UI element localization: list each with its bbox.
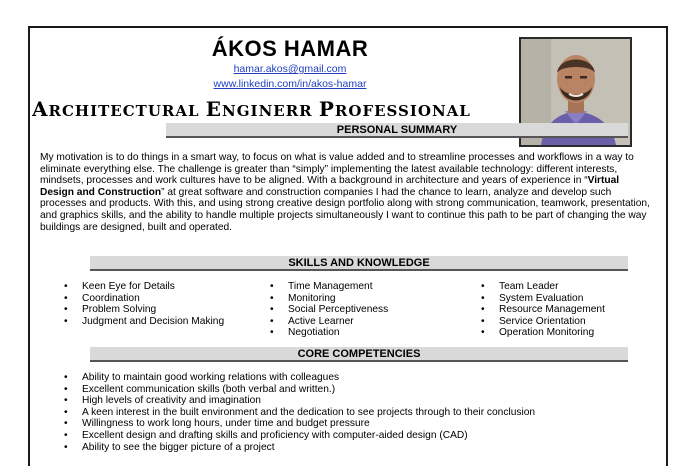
skill-item: • Resource Management — [479, 304, 659, 316]
resume-page — [28, 26, 668, 466]
job-title — [32, 99, 512, 126]
svg-text:ARCHITECTURAL ENGINERR PROFES: ARCHITECTURAL ENGINERR PROFESSIONAL — [32, 99, 471, 121]
competency-item: • Excellent design and drafting skills and proficiency with computer-aided design (CAD) — [62, 430, 662, 442]
competency-item: • Excellent communication skills (both verbal and written.) — [62, 384, 662, 396]
candidate-name: ÁKOS HAMAR — [211, 36, 369, 61]
email-link[interactable]: hamar.akos@gmail.com — [233, 63, 347, 75]
skills-column-2 — [268, 281, 448, 339]
skill-item: • Negotiation — [268, 327, 448, 339]
skill-item: • Monitoring — [268, 293, 448, 305]
skill-item: • Active Learner — [268, 316, 448, 328]
skill-item: • Problem Solving — [62, 304, 242, 316]
skill-item: • Coordination — [62, 293, 242, 305]
competency-item: • Ability to see the bigger picture of a project — [62, 442, 662, 454]
skill-item: • System Evaluation — [479, 293, 659, 305]
skill-item: • Team Leader — [479, 281, 659, 293]
skill-item: • Judgment and Decision Making — [62, 316, 242, 328]
summary-text — [40, 152, 652, 233]
job-title-text — [32, 99, 512, 121]
competency-item: • Willingness to work long hours, under time and budget pressure — [62, 418, 662, 430]
linkedin-link[interactable]: www.linkedin.com/in/akos-hamar — [213, 78, 367, 90]
skill-item: • Service Orientation — [479, 316, 659, 328]
skill-item: • Time Management — [268, 281, 448, 293]
summary-part2: ” at great software and construction companies I had the chance to learn, analyze and develop such processes and products. With this, and using strong creative design portfolio along with strong communication, teamwork, presentation, and graphics skills, and the ability to handle multiple projects simultaneously I want to continue this path to be part of changing the way buildings are designed, built and operated. — [40, 186, 650, 233]
skills-column-3 — [479, 281, 659, 339]
skill-item: • Social Perceptiveness — [268, 304, 448, 316]
skill-item: • Operation Monitoring — [479, 327, 659, 339]
skill-item: • Keen Eye for Details — [62, 281, 242, 293]
core-heading: CORE COMPETENCIES — [90, 347, 628, 362]
summary-bold: Virtual Design and Construction — [40, 175, 620, 198]
summary-part1: My motivation is to do things in a smart way, to focus on what is value added and to streamline processes and workflows in a way to eliminate everything else. The challenge is greater than “simply” implementing the latest available technology: different interests, mindsets, processes and work cultures have to be aligned. With a background in architecture and years of experience in “ — [40, 152, 634, 187]
competency-item: • Ability to maintain good working relations with colleagues — [62, 372, 662, 384]
skills-heading: SKILLS AND KNOWLEDGE — [90, 256, 628, 271]
competency-item: • High levels of creativity and imagination — [62, 395, 662, 407]
summary-heading: PERSONAL SUMMARY — [166, 123, 628, 138]
core-competencies-list — [62, 372, 662, 453]
skills-column-1 — [62, 281, 242, 327]
competency-item: • A keen interest in the built environment and the dedication to see projects through to their conclusion — [62, 407, 662, 419]
